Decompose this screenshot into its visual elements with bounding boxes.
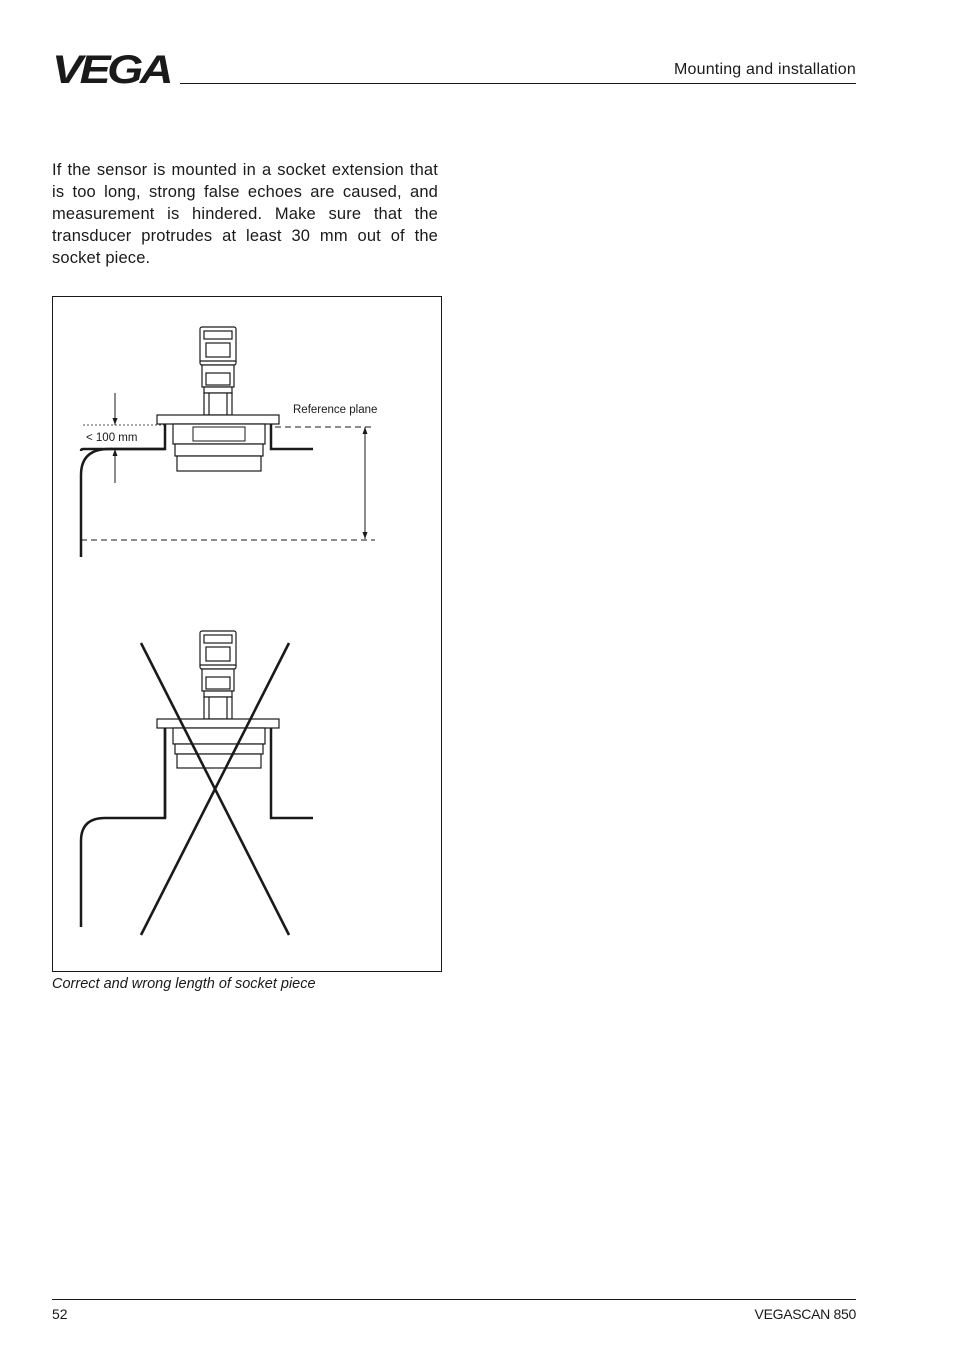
svg-text:VEGA: VEGA: [52, 52, 171, 86]
footer-rule: [52, 1299, 856, 1300]
header-rule: [180, 83, 856, 84]
socket-diagram: [53, 297, 441, 971]
dimension-label: < 100 mm: [86, 432, 138, 444]
wrong-mounting: [81, 631, 313, 927]
body-paragraph: If the sensor is mounted in a socket extension that is too long, strong false echoes are caused, and measurement is hindered. Make sure that the transducer protrudes at least 30 mm out of the socket piece.: [52, 161, 438, 267]
figure-caption: Correct and wrong length of socket piece: [52, 976, 316, 992]
correct-mounting: [81, 327, 377, 557]
page-number: 52: [52, 1306, 68, 1322]
product-name: VEGASCAN 850: [754, 1306, 856, 1322]
reference-plane-label: Reference plane: [293, 404, 378, 416]
section-title: Mounting and installation: [673, 61, 856, 78]
vega-logo: [52, 52, 172, 86]
figure-frame: [52, 296, 442, 972]
